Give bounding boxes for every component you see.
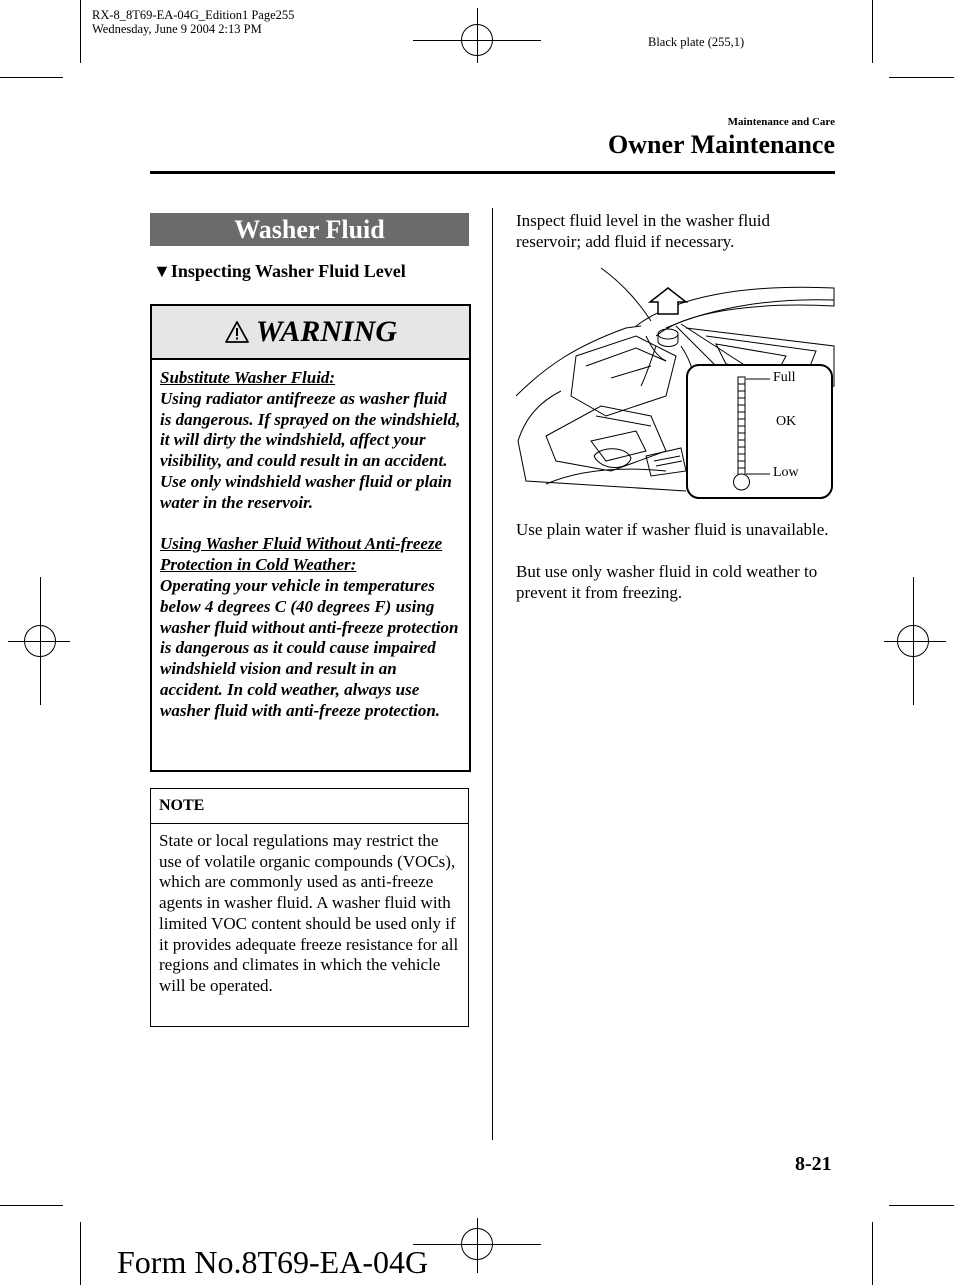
warning-para2-body: Operating your vehicle in temperatures below 4 degrees C (40 degrees F) using washer fluid without anti-freeze protection is dangerous as it could cause impaired windshield vision and result in an accident. In cold weather, always use washer fluid with anti-freeze protection. — [160, 575, 459, 720]
note-title: NOTE — [151, 789, 468, 824]
crop-mark — [80, 0, 81, 63]
section-title: Owner Maintenance — [608, 130, 835, 159]
warning-header — [152, 306, 469, 360]
gauge-label-low: Low — [773, 465, 799, 480]
subhead-text: Inspecting Washer Fluid Level — [170, 261, 406, 281]
print-header-line2: Wednesday, June 9 2004 2:13 PM — [92, 22, 262, 36]
page-number: 8-21 — [795, 1153, 832, 1175]
header-rule — [150, 171, 835, 174]
warning-para1-body: Using radiator antifreeze as washer fluid is dangerous. If sprayed on the windshield, it will dirty the windshield, affect your visibility, and could result in an accident. Use only windshield washer fluid or plain water in the reservoir. — [160, 388, 461, 512]
warning-box — [150, 304, 471, 772]
plate-label: Black plate (255,1) — [648, 35, 745, 49]
crop-mark — [889, 1205, 954, 1206]
crop-mark — [889, 77, 954, 78]
warning-para2-heading: Using Washer Fluid Without Anti-freeze Protection in Cold Weather: — [160, 534, 443, 575]
print-header-line1: RX-8_8T69-EA-04G_Edition1 Page255 — [92, 8, 295, 22]
inspect-intro: Inspect fluid level in the washer fluid reservoir; add fluid if necessary. — [516, 211, 770, 251]
gauge-label-full: Full — [773, 370, 796, 385]
section-subtitle: Maintenance and Care — [727, 116, 835, 128]
engine-bay-illustration — [516, 266, 836, 502]
triangle-marker-icon: ▼ — [153, 261, 171, 281]
plain-water-text: Use plain water if washer fluid is unavailable. — [516, 520, 829, 539]
column-divider — [492, 208, 493, 1140]
form-number: Form No.8T69-EA-04G — [117, 1244, 429, 1280]
note-body: State or local regulations may restrict the use of volatile organic compounds (VOCs), which are commonly used as anti-freeze agents in washer fluid. A washer fluid with limited VOC content should be used only if it provides adequate freeze resistance for all regions and climates in which the vehicle will be operated. — [159, 831, 459, 995]
warning-body — [152, 360, 469, 722]
crop-mark — [0, 77, 63, 78]
warning-triangle-icon — [224, 320, 250, 344]
cold-weather-text: But use only washer fluid in cold weather to prevent it from freezing. — [516, 562, 818, 602]
crop-mark — [80, 1222, 81, 1285]
crop-mark — [872, 0, 873, 63]
warning-para1-heading: Substitute Washer Fluid: — [160, 368, 336, 387]
note-box — [150, 788, 469, 1027]
subhead — [153, 261, 406, 282]
warning-title: WARNING — [255, 315, 398, 348]
gauge-label-ok: OK — [776, 414, 797, 429]
crop-mark — [0, 1205, 63, 1206]
washer-fluid-title: Washer Fluid — [150, 213, 469, 246]
crop-mark — [872, 1222, 873, 1285]
